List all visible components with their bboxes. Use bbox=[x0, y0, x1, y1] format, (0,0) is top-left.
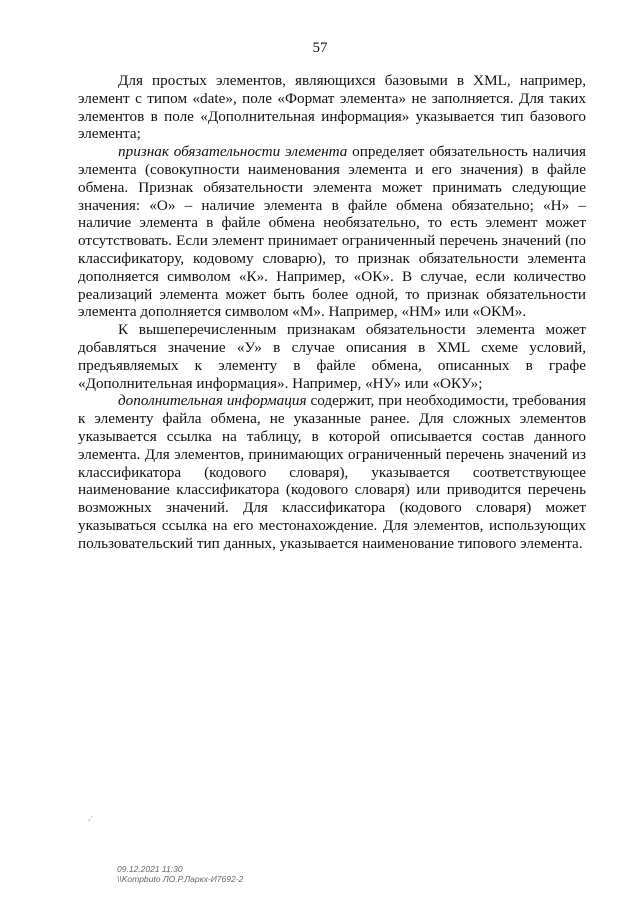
page-number: 57 bbox=[312, 40, 328, 56]
footer-stamp bbox=[117, 864, 243, 884]
footer-filepath: \\Kompbuto ЛО.Р.Ларкх-И7692-2 bbox=[117, 874, 244, 884]
scan-mark: ,· bbox=[88, 812, 94, 822]
body-text bbox=[78, 72, 586, 553]
paragraph-simple-elements bbox=[78, 72, 586, 143]
paragraph-text: Для простых элементов, являющихся базовыми в XML, например, элемент с типом «date», поле «Формат элемента» не заполняется. Для таких элементов в поле «Дополнительная информация» указывается тип базового элемента; bbox=[78, 72, 586, 143]
paragraph-text: определяет обязательность наличия элемента (совокупности наименования элемента и его значения) в файле обмена. Признак обязательности элемента может принимать следующие значения: «О» – наличие элемента в файле обмена обязательно; «Н» – наличие элемента в файле обмена необязательно, то есть элемент может отсутствовать. Если элемент принимает ограниченный перечень значений (по классификатору, кодовому словарю), то признак обязательности элемента дополняется символом «К». Например, «ОК». В случае, если количество реализаций элемента может быть более одной, то признак обязательности элемента дополняется символом «М». Например, «НМ» или «ОКМ». bbox=[78, 143, 586, 321]
term-mandatory-flag: признак обязательности элемента bbox=[118, 143, 348, 161]
paragraph-mandatory-flag bbox=[78, 143, 586, 321]
term-additional-info: дополнительная информация bbox=[118, 392, 307, 410]
footer-timestamp: 09.12.2021 11:30 bbox=[117, 864, 183, 874]
paragraph-conditional-flag bbox=[78, 321, 586, 392]
paragraph-text: содержит, при необходимости, требования к элементу файла обмена, не указанные ранее. Для сложных элементов указывается ссылка на таблицу, в которой описывается состав данного элемента. Для элементов, принимающих ограниченный перечень значений из классификатора (кодового словаря), указывается соответствующее наименование классификатора (кодового словаря) или приводится перечень возможных значений. Для классификатора (кодового словаря) может указываться ссылка на его местонахождение. Для элементов, использующих пользовательский тип данных, указывается наименование типового элемента. bbox=[78, 392, 586, 552]
paragraph-text: К вышеперечисленным признакам обязательности элемента может добавляться значение «У» в случае описания в XML схеме условий, предъявляемых к элементу в файле обмена, описанных в графе «Дополнительная информация». Например, «НУ» или «ОКУ»; bbox=[78, 321, 586, 392]
paragraph-additional-info bbox=[78, 392, 586, 552]
